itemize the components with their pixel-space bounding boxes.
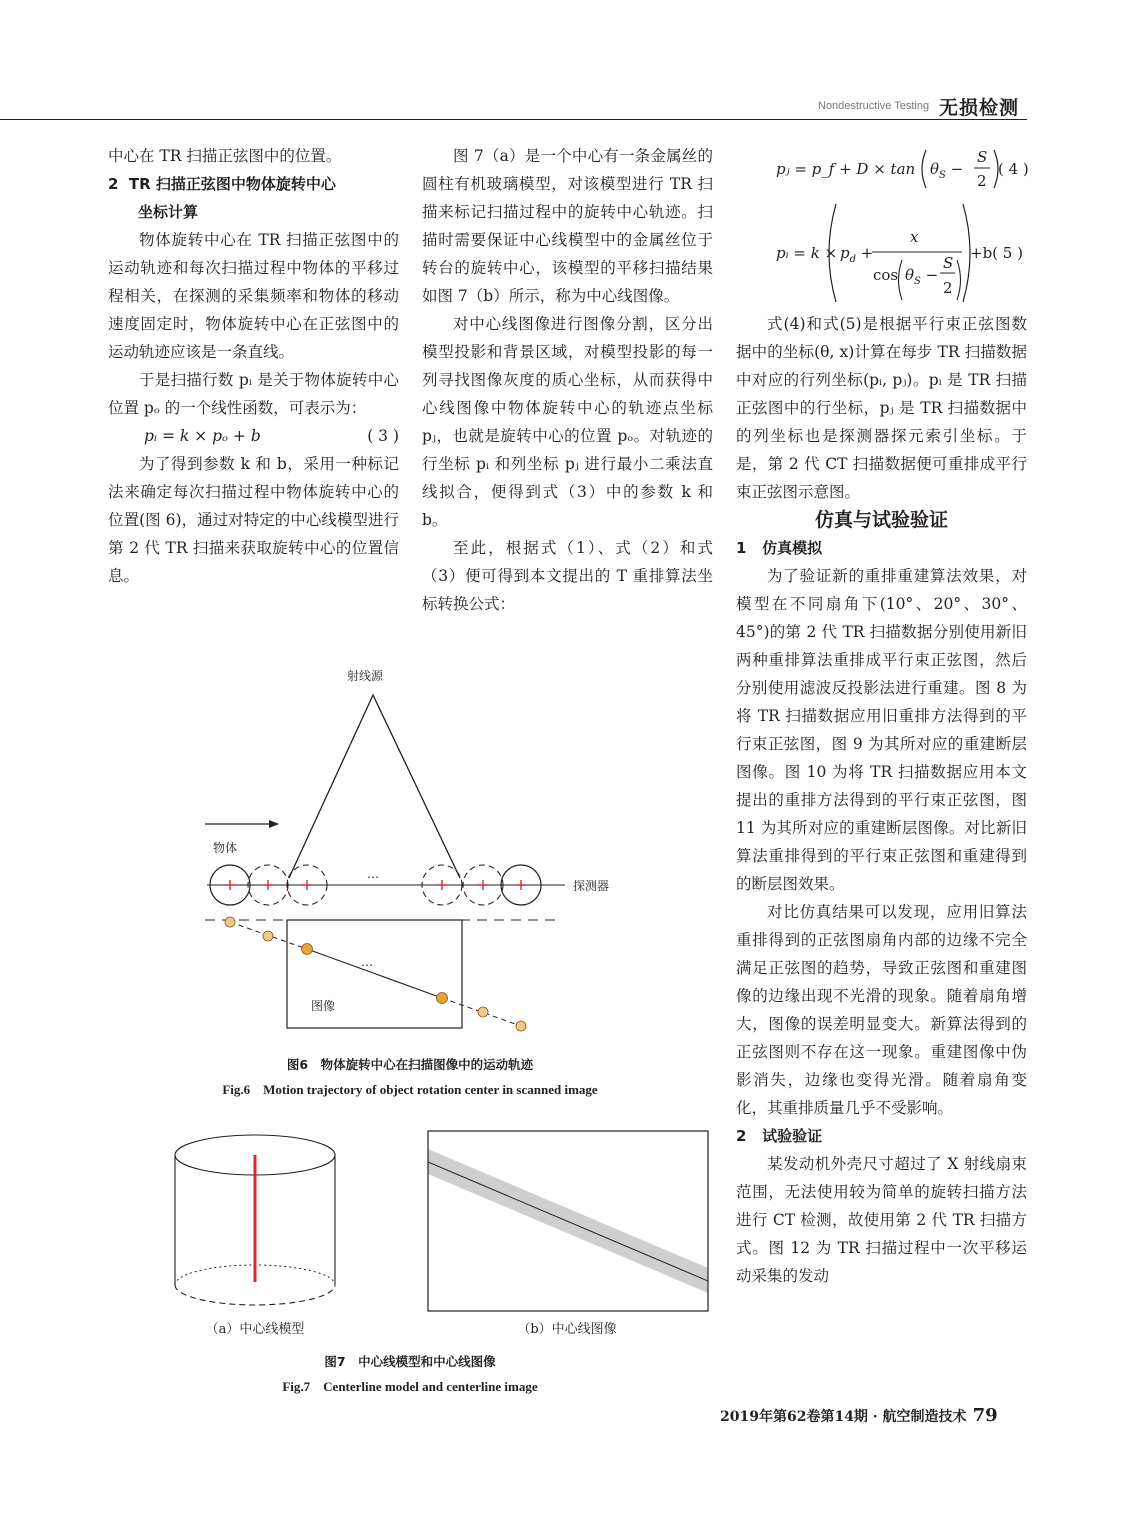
subcaption-a: （a）中心线模型 [205, 1322, 305, 1337]
figure-6-diagram [195, 660, 635, 1040]
paragraph: 中心在 TR 扫描正弦图中的位置。 [108, 147, 342, 165]
eq4-theta: $\theta_S$ − [930, 160, 964, 181]
subsection-heading [736, 534, 1027, 562]
header-rule [0, 119, 1027, 120]
figure-6-caption [160, 1055, 660, 1098]
figure-7-caption [160, 1352, 660, 1395]
centerline [428, 1162, 708, 1281]
ray-cone [289, 695, 460, 878]
paragraph: 图 7（a）是一个中心有一条金属丝的圆柱有机玻璃模型，对该模型进行 TR 扫描来标记扫描过程中的旋转中心轨迹。扫描时需要保证中心线模型中的金属丝位于转台的旋转中心，该模型的平移扫描结果如图 7（b）所示，称为中心线图像。 [422, 147, 713, 305]
ellipsis: … [367, 867, 379, 881]
eq5-no: +b( 5 ) [970, 244, 1023, 262]
heading-number: 1 [736, 539, 747, 557]
subsection-heading [736, 1122, 1027, 1150]
paren [899, 260, 903, 300]
eq5-lhs: pᵢ = k × [776, 244, 838, 262]
equation-body: pᵢ = k × pₒ + b [144, 427, 261, 445]
eq5-two: 2 [943, 279, 953, 297]
caption-zh: 图7 中心线模型和中心线图像 [324, 1354, 496, 1369]
journal-name-zh: 无损检测 [939, 97, 1020, 119]
section-title: 仿真与试验验证 [814, 509, 948, 531]
section-heading [108, 170, 399, 198]
caption-zh: 图6 物体旋转中心在扫描图像中的运动轨迹 [286, 1057, 534, 1072]
paragraph: 至此，根据式（1）、式（2）和式（3）便可得到本文提出的 T 重排算法坐标转换公式： [422, 539, 713, 613]
footer-journal: 2019年第62卷第14期 · 航空制造技术 [720, 1409, 967, 1425]
source-label: 射线源 [347, 669, 384, 683]
footer [720, 1405, 998, 1426]
paren [957, 260, 961, 300]
column-2 [422, 142, 713, 618]
equations-4-5 [736, 142, 1027, 307]
paragraph: 某发动机外壳尺寸超过了 X 射线扇束范围，无法使用较为简单的旋转扫描方法进行 CT 检测，故使用第 2 代 TR 扫描方式。图 12 为 TR 扫描过程中一次平移运动采集的发动 [736, 1155, 1027, 1285]
ellipsis: … [361, 955, 373, 969]
paren [922, 150, 926, 188]
paragraph: 于是扫描行数 pᵢ 是关于物体旋转中心位置 pₒ 的一个线性函数，可表示为： [108, 371, 399, 417]
paragraph: 为了得到参数 k 和 b，采用一种标记法来确定每次扫描过程中物体旋转中心的位置(图 6)，通过对特定的中心线模型进行第 2 代 TR 扫描来获取旋转中心的位置信息。 [108, 455, 399, 585]
cylinder-bottom-front [175, 1285, 335, 1305]
eq4-no: ( 4 ) [998, 160, 1029, 178]
paren [963, 204, 970, 302]
equation-3 [108, 422, 399, 450]
section-heading-cont: 坐标计算 [138, 203, 199, 221]
heading-number: 2 [736, 1127, 747, 1145]
eq5-pd: $p_d$ + [840, 244, 874, 265]
paragraph: 对比仿真结果可以发现，应用旧算法重排得到的正弦图扇角内部的边缘不完全满足正弦图的趋势，导致正弦图和重建图像的边缘出现不光滑的现象。随着扇角增大，图像的误差明显变大。新算法得到的正弦图则不存在这一现象。重建图像中伪影消失，边缘也变得光滑。随着扇角变化，其重排质量几乎不受影响。 [736, 903, 1027, 1117]
column-3 [736, 310, 1027, 1290]
page-number: 79 [972, 1405, 998, 1426]
paragraph: 对中心线图像进行图像分割，区分出模型投影和背景区域，对模型投影的每一列寻找图像灰度的质心坐标，从而获得中心线图像中物体旋转中心的轨迹点坐标 pⱼ，也就是旋转中心的位置 pₒ。对轨迹的行坐标 pᵢ 和列坐标 pⱼ 进行最小二乘法直线拟合，便得到式（3）中的参数 k 和 b。 [422, 315, 713, 529]
heading-text: TR 扫描正弦图中物体旋转中心 [128, 175, 336, 193]
eq5-cos: cos [873, 266, 899, 284]
detector-label: 探测器 [573, 879, 610, 893]
heading-text: 仿真模拟 [762, 539, 823, 557]
image-label: 图像 [311, 999, 336, 1013]
caption-en: Fig.7 Centerline model and centerline image [282, 1379, 538, 1394]
trajectory-line [307, 949, 442, 998]
equation-number: ( 3 ) [367, 427, 399, 445]
eq5-s: S [943, 254, 954, 272]
caption-en: Fig.6 Motion trajectory of object rotation center in scanned image [222, 1082, 598, 1097]
figure-7b-image [428, 1131, 708, 1311]
column-1 [108, 142, 399, 590]
object-label: 物体 [213, 841, 238, 855]
paragraph: 为了验证新的重排重建算法效果，对模型在不同扇角下(10°、20°、30°、45°)的第 2 代 TR 扫描数据分别使用新旧两种重排算法重排成平行束正弦图，然后分别使用滤波反投影法进行重建。图 8 为将 TR 扫描数据应用旧重排方法得到的平行束正弦图，图 9 为其所对应的重建断层图像。图 10 为将 TR 扫描数据应用本文提出的重排方法得到的平行束正弦图，图 11 为其所对应的重建断层图像。对比新旧算法重排得到的平行束正弦图和重建得到的断层图效果。 [736, 567, 1027, 893]
figure-7a-cylinder [170, 1130, 350, 1315]
subcaption-b: （b）中心线图像 [517, 1322, 617, 1337]
arrow-head [269, 820, 279, 828]
eq4-frac-num: S [977, 148, 988, 166]
journal-name-en: Nondestructive Testing [818, 100, 930, 112]
eq4-lhs: pⱼ = p_f + D × tan [776, 160, 916, 178]
heading-text: 试验验证 [762, 1127, 823, 1145]
heading-number: 2 [108, 175, 119, 193]
paragraph: 物体旋转中心在 TR 扫描正弦图中的运动轨迹和每次扫描过程中物体的平移过程相关，在探测的采集频率和物体的移动速度固定时，物体旋转中心在正弦图中的运动轨迹应该是一条直线。 [108, 231, 399, 361]
paragraph: 式(4)和式(5)是根据平行束正弦图数据中的坐标(θ, x)计算在每步 TR 扫描数据中对应的行列坐标(pᵢ, pⱼ)。pᵢ 是 TR 扫描正弦图中的行坐标，pⱼ 是 TR 扫描数据中的列坐标也是探测器探元索引坐标。于是，第 2 代 CT 扫描数据便可重排成平行束正弦图示意图。 [736, 315, 1027, 501]
eq5-theta: $\theta_S$ − [905, 266, 939, 287]
eq4-frac-den: 2 [977, 172, 987, 190]
eq5-x: x [910, 228, 919, 246]
